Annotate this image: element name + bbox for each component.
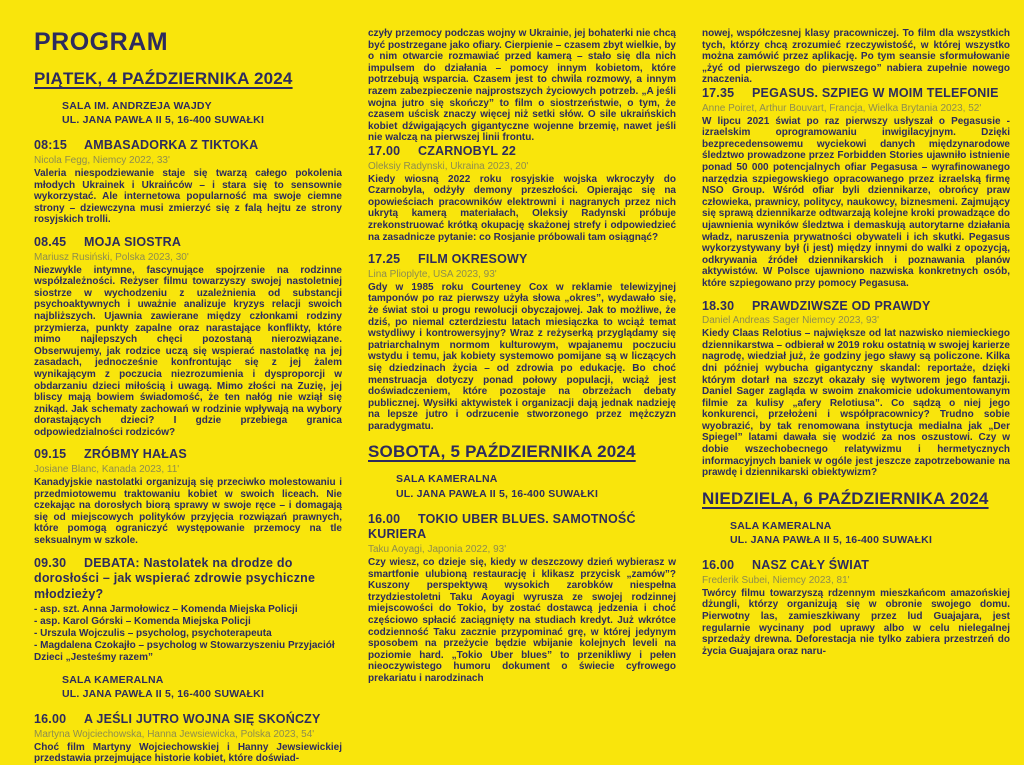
day-heading: SOBOTA, 5 PAŹDZIERNIKA 2024 xyxy=(368,442,636,462)
debate-panelist: - Urszula Wojczulis – psycholog, psychoterapeuta xyxy=(34,627,272,639)
film-title: DEBATA: Nastolatek na drodze do dorosłości – jak wspierać zdrowie psychiczne młodzieży? xyxy=(34,555,316,601)
venue-line: SALA IM. ANDRZEJA WAJDY xyxy=(62,100,212,112)
film-title: CZARNOBYL 22 xyxy=(418,143,517,158)
film-time: 17.00 xyxy=(368,143,401,158)
venue-line: UL. JANA PAWŁA II 5, 16-400 SUWAŁKI xyxy=(62,687,265,700)
film-entry xyxy=(702,299,1010,479)
column-right xyxy=(702,26,1010,724)
film-heading xyxy=(34,447,342,463)
film-time: 16.00 xyxy=(702,558,735,573)
film-description: W lipcu 2021 świat po raz pierwszy usłyszał o Pegasusie - izraelskim oprogramowaniu inwigilacyjnym. Dzięki bezprecedensowemu wyciekowi danych międzynarodowe śledztwo prowadzone przez Forbidden Stories ujawniło istnienie ponad 50 000 potencjalnych ofiar Pegasusa – wyrafinowanego narzędzia szpiegowskiego opracowanego przez izraelską firmę NSO Group. Wśród ofiar byli dziennikarze, obrońcy praw człowieka, prawnicy, politycy, naukowcy, biznesmeni. Zajmujący się sprawą dziennikarze odtwarzają kolejne kroki prowadzące do ujawnienia wyników śledztwa i demaskują autorytarne działania władz, naruszenia prywatności obywateli i ich skutki. Pegasus wykorzystywany był (i jest) między innymi do walki z opozycją, odkrywania źródeł dziennikarskich i poznawania planów aktywistów. W Polsce ujawniono nazwiska konkretnych osób, które szpiegowano przy pomocy Pegasusa. xyxy=(702,115,1010,289)
film-heading xyxy=(34,235,342,251)
venue-line: SALA KAMERALNA xyxy=(62,673,164,686)
film-heading xyxy=(34,556,342,603)
film-description: Czy wiesz, co dzieje się, kiedy w deszczowy dzień wybierasz w smartfonie ulubioną restaurację i klikasz przycisk „zamów”? Kuszony perspektywą wysokich zarobków niespełna trzydziestoletni Taku Aoyagi wyrusza ze swojej rodzinnej miejscowości do Tokio, by zostać dostawcą jedzenia i choć częściowo spłacić zaciągnięty na studiach kredyt. Już wkrótce codzienność Taku zacznie przypominać grę, w której jedynym sposobem na przeżycie będzie wbijanie kolejnych leveli na poziomie hard. „Tokio Uber blues” to przenikliwy i pełen nieoczywistego humoru dokument o świecie cyfrowego prekariatu i narodzinach xyxy=(368,557,676,684)
debate-entry xyxy=(34,556,342,664)
film-credits: Taku Aoyagi, Japonia 2022, 93' xyxy=(368,544,507,556)
film-title: AMBASADORKA Z TIKTOKA xyxy=(84,138,259,153)
continuation-paragraph: czyły przemocy podczas wojny w Ukrainie, jej bohaterki nie chcą być postrzegane jako ofiary. Cierpienie – czasem zbyt wielkie, by o nim otwarcie rozmawiać przed kamerą – stało się dla nich impulsem do działania – pomocy innym kobietom, które potrzebują wsparcia. Czasem jest to chwila rozmowy, a innym razem zabezpieczenie najprostszych życiowych potrzeb. „A jeśli wojna jutro się skończy” to film o siostrzeństwie, o tym, że czasem uścisk znaczy więcej niż setki słów. O sile ukraińskich kobiet dźwigających gigantyczne wojenne brzemię, nawet jeśli nie walczą na pierwszej linii frontu. xyxy=(368,28,676,144)
film-title: A JEŚLI JUTRO WOJNA SIĘ SKOŃCZY xyxy=(84,711,321,726)
film-credits: Josiane Blanc, Kanada 2023, 11' xyxy=(34,464,180,476)
film-entry xyxy=(34,235,342,439)
film-title: PEGASUS. SZPIEG W MOIM TELEFONIE xyxy=(752,85,999,100)
debate-panelists xyxy=(34,604,342,664)
film-heading xyxy=(368,144,676,160)
film-time: 09.15 xyxy=(34,447,67,462)
film-credits: Anne Poiret, Arthur Bouvart, Francja, Wielka Brytania 2023, 52' xyxy=(702,102,982,114)
film-credits: Frederik Subei, Niemcy 2023, 81' xyxy=(702,574,850,586)
film-time: 16.00 xyxy=(368,511,401,526)
venue-block xyxy=(396,472,676,500)
film-title: TOKIO UBER BLUES. SAMOTNOŚĆ KURIERA xyxy=(368,511,636,542)
film-description: Niezwykle intymne, fascynujące spojrzenie na rodzinne współzależności. Reżyser filmu towarzyszy swojej nastoletniej siostrze w wychodzeniu z uzależnienia od substancji psychoaktywnych i uważnie analizuje kryzys relacji swoich najbliższych. Ujawnia zawierane między członkami rodziny przymierza, punkty zapalne oraz narastające konflikty, które mimo najlepszych chęci pozostaną nierozwiązane. Obserwujemy, jak rodzice uczą się wspierać nastolatkę na jej zasadach, jednocześnie konfrontując się z jej żalem wynikającym z poczucia niezrozumienia i dysproporcji w obdarzaniu dzieci miłością i uwagą. Mimo złości na Zuzię, jej bliscy mają bowiem świadomość, że ten nałóg nie wziął się znikąd. Jak schematy zachowań w rodzinie wpływają na wybory dorastających dzieci? I gdzie przebiega granica odpowiedzialności rodziców? xyxy=(34,264,342,438)
film-entry xyxy=(34,138,342,226)
film-description: Gdy w 1985 roku Courteney Cox w reklamie telewizyjnej tamponów po raz pierwszy użyła słowa „okres”, wydawało się, że świat stoi u progu rewolucji obyczajowej. Jak to możliwe, że dziś, po niemal czterdziestu latach miesiączka to wciąż temat wstydliwy i kontrowersyjny? Wraz z reżyserką przyglądamy się patriarchalnym normom kulturowym, wpajanemu poczuciu wstydu i temu, jak kobiety systemowo pomijane są w liczących się dziedzinach życia – od zdrowia po edukację. Bo choć menstruacja dotyczy ponad połowy populacji, wciąż jest doświadczeniem, które pozostaje na obrzeżach debaty publicznej. Wysiłki aktywistek i organizacji dają jednak nadzieję na lepsze jutro i odrzucenie stworzonego przez mężczyzn paradygmatu. xyxy=(368,281,676,432)
column-left-blocks xyxy=(34,69,342,765)
film-time: 17.25 xyxy=(368,252,401,267)
venue-line: UL. JANA PAWŁA II 5, 16-400 SUWAŁKI xyxy=(730,534,933,547)
film-credits: Nicola Fegg, Niemcy 2022, 33' xyxy=(34,154,170,166)
film-title: PRAWDZIWSZE OD PRAWDY xyxy=(752,298,931,313)
film-credits: Mariusz Rusiński, Polska 2023, 30' xyxy=(34,251,189,263)
film-title: FILM OKRESOWY xyxy=(418,252,528,267)
film-title: MOJA SIOSTRA xyxy=(84,234,182,249)
film-description: Valeria niespodziewanie staje się twarzą całego pokolenia młodych Ukrainek i Ukraińców – i stara się to sensownie wykorzystać. Ale internetowa popularność ma swoje ciemne strony – dziewczyna musi zmierzyć się z falą hejtu ze strony rosyjskich trolli. xyxy=(34,167,342,226)
venue-line: UL. JANA PAWŁA II 5, 16-400 SUWAŁKI xyxy=(396,487,599,500)
venue-line: UL. JANA PAWŁA II 5, 16-400 SUWAŁKI xyxy=(62,114,265,127)
film-heading xyxy=(702,558,1010,574)
film-time: 09.30 xyxy=(34,555,67,570)
film-entry xyxy=(368,144,676,243)
venue-block xyxy=(62,673,342,701)
film-heading xyxy=(368,512,676,543)
film-heading xyxy=(368,252,676,268)
debate-panelist: - asp. szt. Anna Jarmołowicz – Komenda Miejska Policji xyxy=(34,603,298,615)
page-title: PROGRAM xyxy=(34,28,169,56)
film-entry xyxy=(702,86,1010,290)
column-left xyxy=(34,26,342,765)
film-time: 17.35 xyxy=(702,85,735,100)
film-title: ZRÓBMY HAŁAS xyxy=(84,447,187,462)
film-time: 08.45 xyxy=(34,234,67,249)
film-heading xyxy=(702,86,1010,102)
film-time: 08:15 xyxy=(34,138,67,153)
film-description: Choć film Martyny Wojciechowskiej i Hanny Jewsiewickiej przedstawia przejmujące historie kobiet, które doświad- xyxy=(34,741,342,765)
venue-line: SALA KAMERALNA xyxy=(396,473,498,486)
film-entry xyxy=(368,252,676,432)
film-description: Kiedy wiosną 2022 roku rosyjskie wojska wkroczyły do Czarnobyla, odżyły demony przeszłości. Opierając się na opowieściach pracowników elektrowni i nagranych przez nich ukrytą kamerą materiałach, Oleksiy Radynski próbuje zrekonstruować krótką okupację skażonej strefy i odpowiedzieć na zasadnicze pytanie: co Rosjanie próbowali tam osiągnąć? xyxy=(368,173,676,243)
film-heading xyxy=(702,299,1010,315)
film-credits: Daniel Andreas Sager Niemcy 2023, 93' xyxy=(702,315,880,327)
film-credits: Martyna Wojciechowska, Hanna Jewsiewicka, Polska 2023, 54' xyxy=(34,728,315,740)
day-heading: PIĄTEK, 4 PAŹDZIERNIKA 2024 xyxy=(34,69,293,88)
debate-panelist: - asp. Karol Górski – Komenda Miejska Policji xyxy=(34,615,251,627)
film-time: 16.00 xyxy=(34,711,67,726)
film-description: Kiedy Claas Relotius – największe od lat nazwisko niemieckiego dziennikarstwa – odbierał w 2019 roku ostatnią w swojej karierze nagrodę, wiedział już, że godziny jego sławy są policzone. Kilka dni później wybucha gigantyczny skandal: reportaże, dzięki którym dotarł na szczyt okazały się wytworem jego fantazji. Daniel Sager zagląda w swoim znakomicie udokumentowanym filmie za kulisy „afery Relotiusa”. Co sądzą o niej jego konkurenci, przełożeni i współpracownicy? Trudno sobie wyobrazić, by tak renomowana instytucja medialna jak „Der Spiegel” latami dawała się wodzić za nos oszustowi. Czy w dobie wszechobecnego relatywizmu i hermetycznych informacyjnych baniek w ogóle jest jeszcze zapotrzebowanie na prawdę i dziennikarski obiektywizm? xyxy=(702,328,1010,479)
column-middle-blocks xyxy=(368,28,676,685)
film-credits: Lina Plioplyte, USA 2023, 93' xyxy=(368,268,497,280)
film-description: Twórcy filmu towarzyszą rdzennym mieszkańcom amazońskiej dżungli, którzy organizują się w obronie swojego domu. Pierwotny las, zamieszkiwany przez lud Guajajara, jest regularnie wycinany pod uprawy albo w celu nielegalnej sprzedaży drewna. Deforestacja nie tylko zabiera przestrzeń do życia Guajajara oraz naru- xyxy=(702,587,1010,657)
venue-block xyxy=(62,99,342,127)
film-entry xyxy=(34,712,342,765)
venue-line: SALA KAMERALNA xyxy=(730,519,832,532)
film-time: 18.30 xyxy=(702,298,735,313)
column-right-blocks xyxy=(702,28,1010,657)
debate-panelist: - Magdalena Czokajło – psycholog w Stowarzyszeniu Przyjaciół Dzieci „Jesteśmy razem” xyxy=(34,639,335,663)
day-heading: NIEDZIELA, 6 PAŹDZIERNIKA 2024 xyxy=(702,488,989,508)
film-entry xyxy=(702,558,1010,657)
film-heading xyxy=(34,138,342,154)
film-heading xyxy=(34,712,342,728)
film-credits: Oleksiy Radynski, Ukraina 2023, 20' xyxy=(368,160,529,172)
venue-block xyxy=(730,519,1010,547)
film-entry xyxy=(368,512,676,685)
film-description: Kanadyjskie nastolatki organizują się przeciwko molestowaniu i przedmiotowemu traktowaniu kobiet w swoich liceach. Nie czekając na dorosłych biorą sprawy w swoje ręce – i domagają się od miejscowych polityków przyjęcia rozwiązań prawnych, które pomogą ograniczyć występowanie przemocy na tle seksualnym w szkole. xyxy=(34,477,342,547)
continuation-paragraph: nowej, współczesnej klasy pracowniczej. To film dla wszystkich tych, którzy chcą zrozumieć rzeczywistość, w której wszystko można zamówić przez aplikację. Po tym seansie sformułowanie „żyć od pierwszego do pierwszego” nabiera zupełnie nowego znaczenia. xyxy=(702,28,1010,86)
film-entry xyxy=(34,447,342,546)
column-middle xyxy=(368,26,676,724)
film-title: NASZ CAŁY ŚWIAT xyxy=(752,558,870,573)
